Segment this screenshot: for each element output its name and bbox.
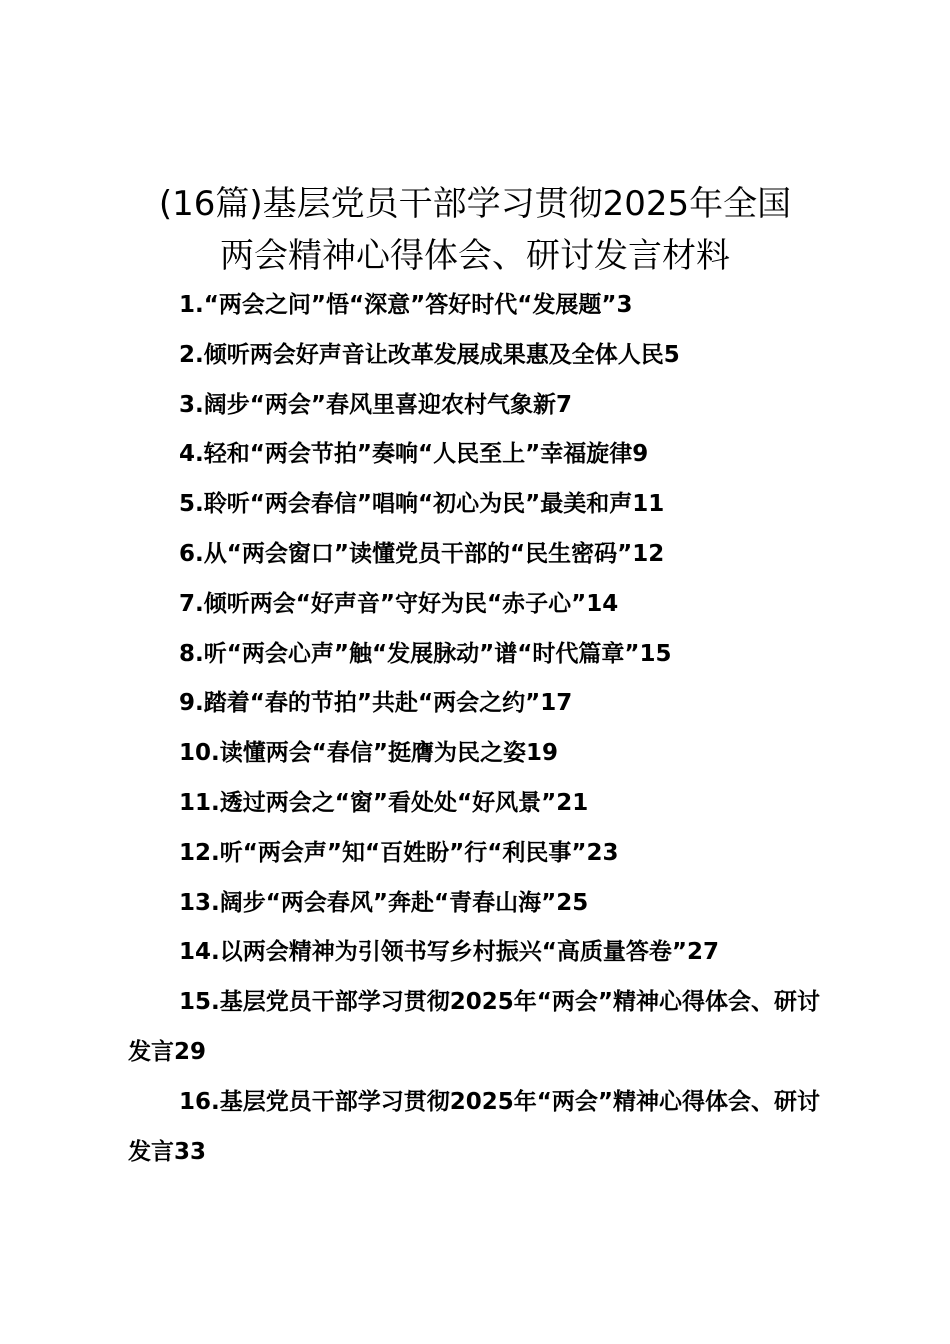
toc-item: 11.透过两会之“窗”看处处“好风景”21 bbox=[179, 789, 589, 816]
toc-item: 15.基层党员干部学习贯彻2025年“两会”精神心得体会、研讨发言29 bbox=[128, 989, 820, 1065]
title-line-2: 两会精神心得体会、研讨发言材料 bbox=[220, 236, 730, 276]
toc-item: 12.听“两会声”知“百姓盼”行“利民事”23 bbox=[179, 839, 619, 866]
table-of-contents bbox=[128, 281, 838, 1177]
toc-item: 2.倾听两会好声音让改革发展成果惠及全体人民5 bbox=[179, 341, 680, 368]
toc-item: 8.听“两会心声”触“发展脉动”谱“时代篇章”15 bbox=[179, 640, 672, 667]
toc-item: 5.聆听“两会春信”唱响“初心为民”最美和声11 bbox=[179, 491, 665, 518]
toc-item: 1.“两会之问”悟“深意”答好时代“发展题”3 bbox=[179, 292, 633, 318]
toc-item: 3.阔步“两会”春风里喜迎农村气象新7 bbox=[179, 391, 572, 418]
toc-item: 7.倾听两会“好声音”守好为民“赤子心”14 bbox=[179, 590, 619, 617]
toc-item: 4.轻和“两会节拍”奏响“人民至上”幸福旋律9 bbox=[179, 441, 649, 468]
toc-item: 10.读懂两会“春信”挺膺为民之姿19 bbox=[179, 740, 558, 767]
toc-item: 9.踏着“春的节拍”共赴“两会之约”17 bbox=[179, 690, 573, 717]
toc-item: 6.从“两会窗口”读懂党员干部的“民生密码”12 bbox=[179, 540, 665, 567]
document-title bbox=[100, 178, 850, 282]
toc-item: 16.基层党员干部学习贯彻2025年“两会”精神心得体会、研讨发言33 bbox=[128, 1088, 820, 1165]
toc-item: 13.阔步“两会春风”奔赴“青春山海”25 bbox=[179, 889, 589, 916]
title-line-1: (16篇)基层党员干部学习贯彻2025年全国 bbox=[158, 184, 792, 224]
toc-item: 14.以两会精神为引领书写乡村振兴“高质量答卷”27 bbox=[179, 939, 719, 966]
